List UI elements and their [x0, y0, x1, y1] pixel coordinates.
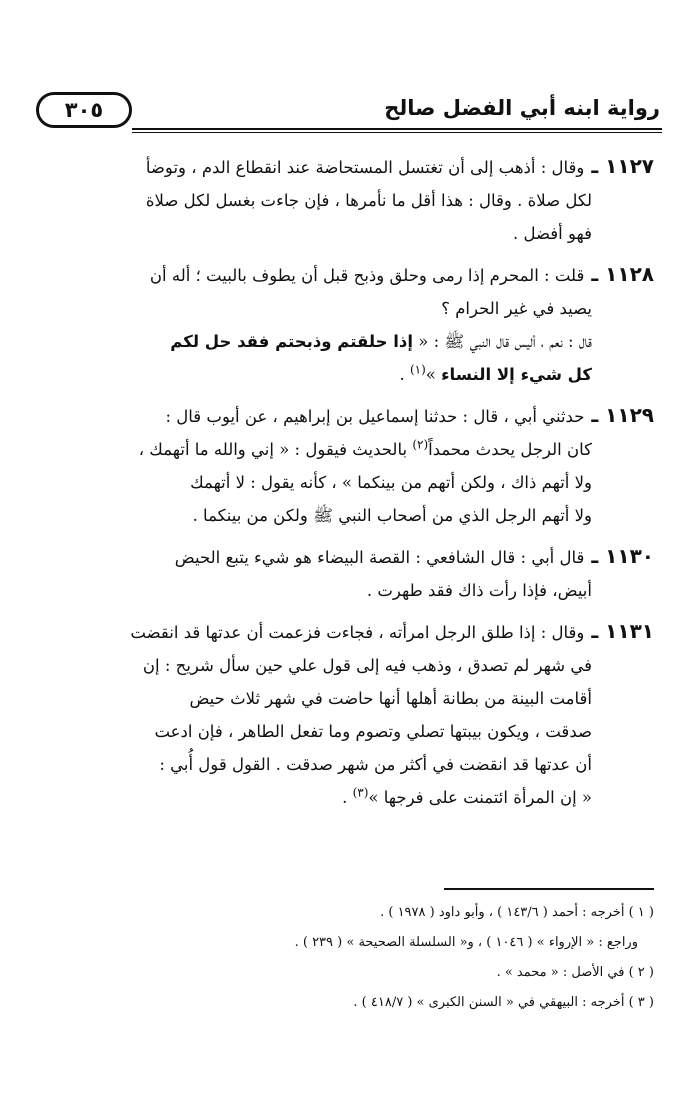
hadith-quote-line: قال : نعم ، أليس قال النبي ﷺ : « إذا حلقتم وذبحتم فقد حل لكم	[170, 332, 592, 351]
entry-1130	[40, 540, 654, 607]
footnote-1-cont: وراجع : « الإرواء » ( ١٠٤٦ ) ، و« السلسلة الصحيحة » ( ٢٣٩ ) .	[294, 935, 638, 950]
footnote-ref: (١)	[409, 362, 426, 377]
entry-line: يصيد في غير الحرام ؟	[441, 299, 592, 318]
hadith-quote-line: كل شيء إلا النساء »$^{(١)}$ .	[399, 362, 592, 384]
entry-line: أبيض، فإذا رأت ذاك فقد طهرت .	[366, 581, 592, 600]
entry-first-line: ١١٢٧ ـ وقال : أذهب إلى أن تغتسل المستحاضة عند انقطاع الدم ، وتوضأ	[145, 154, 654, 178]
footnote-separator	[444, 888, 654, 890]
entry-number: ١١٣٠	[605, 544, 654, 568]
entry-first-line: ١١٢٨ ـ قلت : المحرم إذا رمى وحلق وذبح قبل أن يطوف بالبيت ؛ أله أن	[149, 262, 654, 286]
footnote-ref: (٢)	[412, 437, 429, 452]
entry-line: ولا أتهم الرجل الذي من أصحاب النبي ﷺ ولكن من بينكما .	[192, 506, 592, 525]
footnotes	[40, 900, 654, 1020]
footnote-3: ( ٣ ) أخرجه : البيهقي في « السنن الكبرى » ( ٤١٨/٧ ) .	[353, 995, 654, 1010]
entry-number: ١١٢٧	[605, 154, 654, 178]
entry-line: في شهر لم تصدق ، وذهب فيه إلى قول علي حين سأل شريح : إن	[142, 656, 592, 675]
entry-1127	[40, 150, 654, 250]
entry-1128	[40, 258, 654, 391]
entry-number: ١١٢٩	[605, 403, 654, 427]
entry-first-line: ١١٣٠ ـ قال أبي : قال الشافعي : القصة البيضاء هو شيء يتبع الحيض	[174, 544, 654, 568]
page-header	[32, 90, 662, 136]
main-text	[40, 150, 654, 822]
entry-line: فهو أفضل .	[512, 224, 592, 243]
entry-line: ولا أتهم ذاك ، ولكن أتهم من بينكما » ، كأنه يقول : لا أتهمك	[190, 473, 592, 492]
running-title: رواية ابنه أبي الفضل صالح	[384, 96, 660, 120]
entry-first-line: ١١٣١ ـ وقال : إذا طلق الرجل امرأته ، فجاءت فزعمت أن عدتها قد انقضت	[130, 619, 654, 643]
page-number-badge	[36, 92, 132, 128]
footnote-2: ( ٢ ) في الأصل : « محمد » .	[496, 965, 654, 980]
entry-1131	[40, 615, 654, 814]
entry-number: ١١٢٨	[605, 262, 654, 286]
footnote-ref: (٣)	[352, 785, 369, 800]
footnote-1: ( ١ ) أخرجه : أحمد ( ١٤٣/٦ ) ، وأبو داود ( ١٩٧٨ ) .	[380, 905, 654, 920]
entry-line: كان الرجل يحدث محمداً$^{(٢)}$ بالحديث فيقول : « إني والله ما أتهمك ،	[138, 437, 592, 459]
entry-number: ١١٣١	[605, 619, 654, 643]
header-rule-thin	[132, 132, 662, 133]
header-rule	[132, 128, 662, 130]
entry-first-line: ١١٢٩ ـ حدثني أبي ، قال : حدثنا إسماعيل بن إبراهيم ، عن أيوب قال :	[165, 403, 654, 427]
entry-line: صدقت ، ويكون بيبتها تصلي وتصوم وما تفعل الطاهر ، فإن ادعت	[154, 722, 592, 741]
entry-1129	[40, 399, 654, 532]
entry-line: أقامت البينة من بطانة أهلها أنها حاضت في شهر ثلاث حيض	[189, 689, 592, 708]
entry-line: « إن المرأة ائتمنت على فرجها »$^{(٣)}$ .	[342, 785, 592, 807]
page-number: ٣٠٥	[64, 98, 104, 122]
entry-line: لكل صلاة . وقال : هذا أقل ما نأمرها ، فإن جاءت بغسل لكل صلاة	[145, 191, 592, 210]
entry-line: أن عدتها قد انقضت في أكثر من شهر صدقت . القول قول أُبي :	[159, 755, 592, 774]
